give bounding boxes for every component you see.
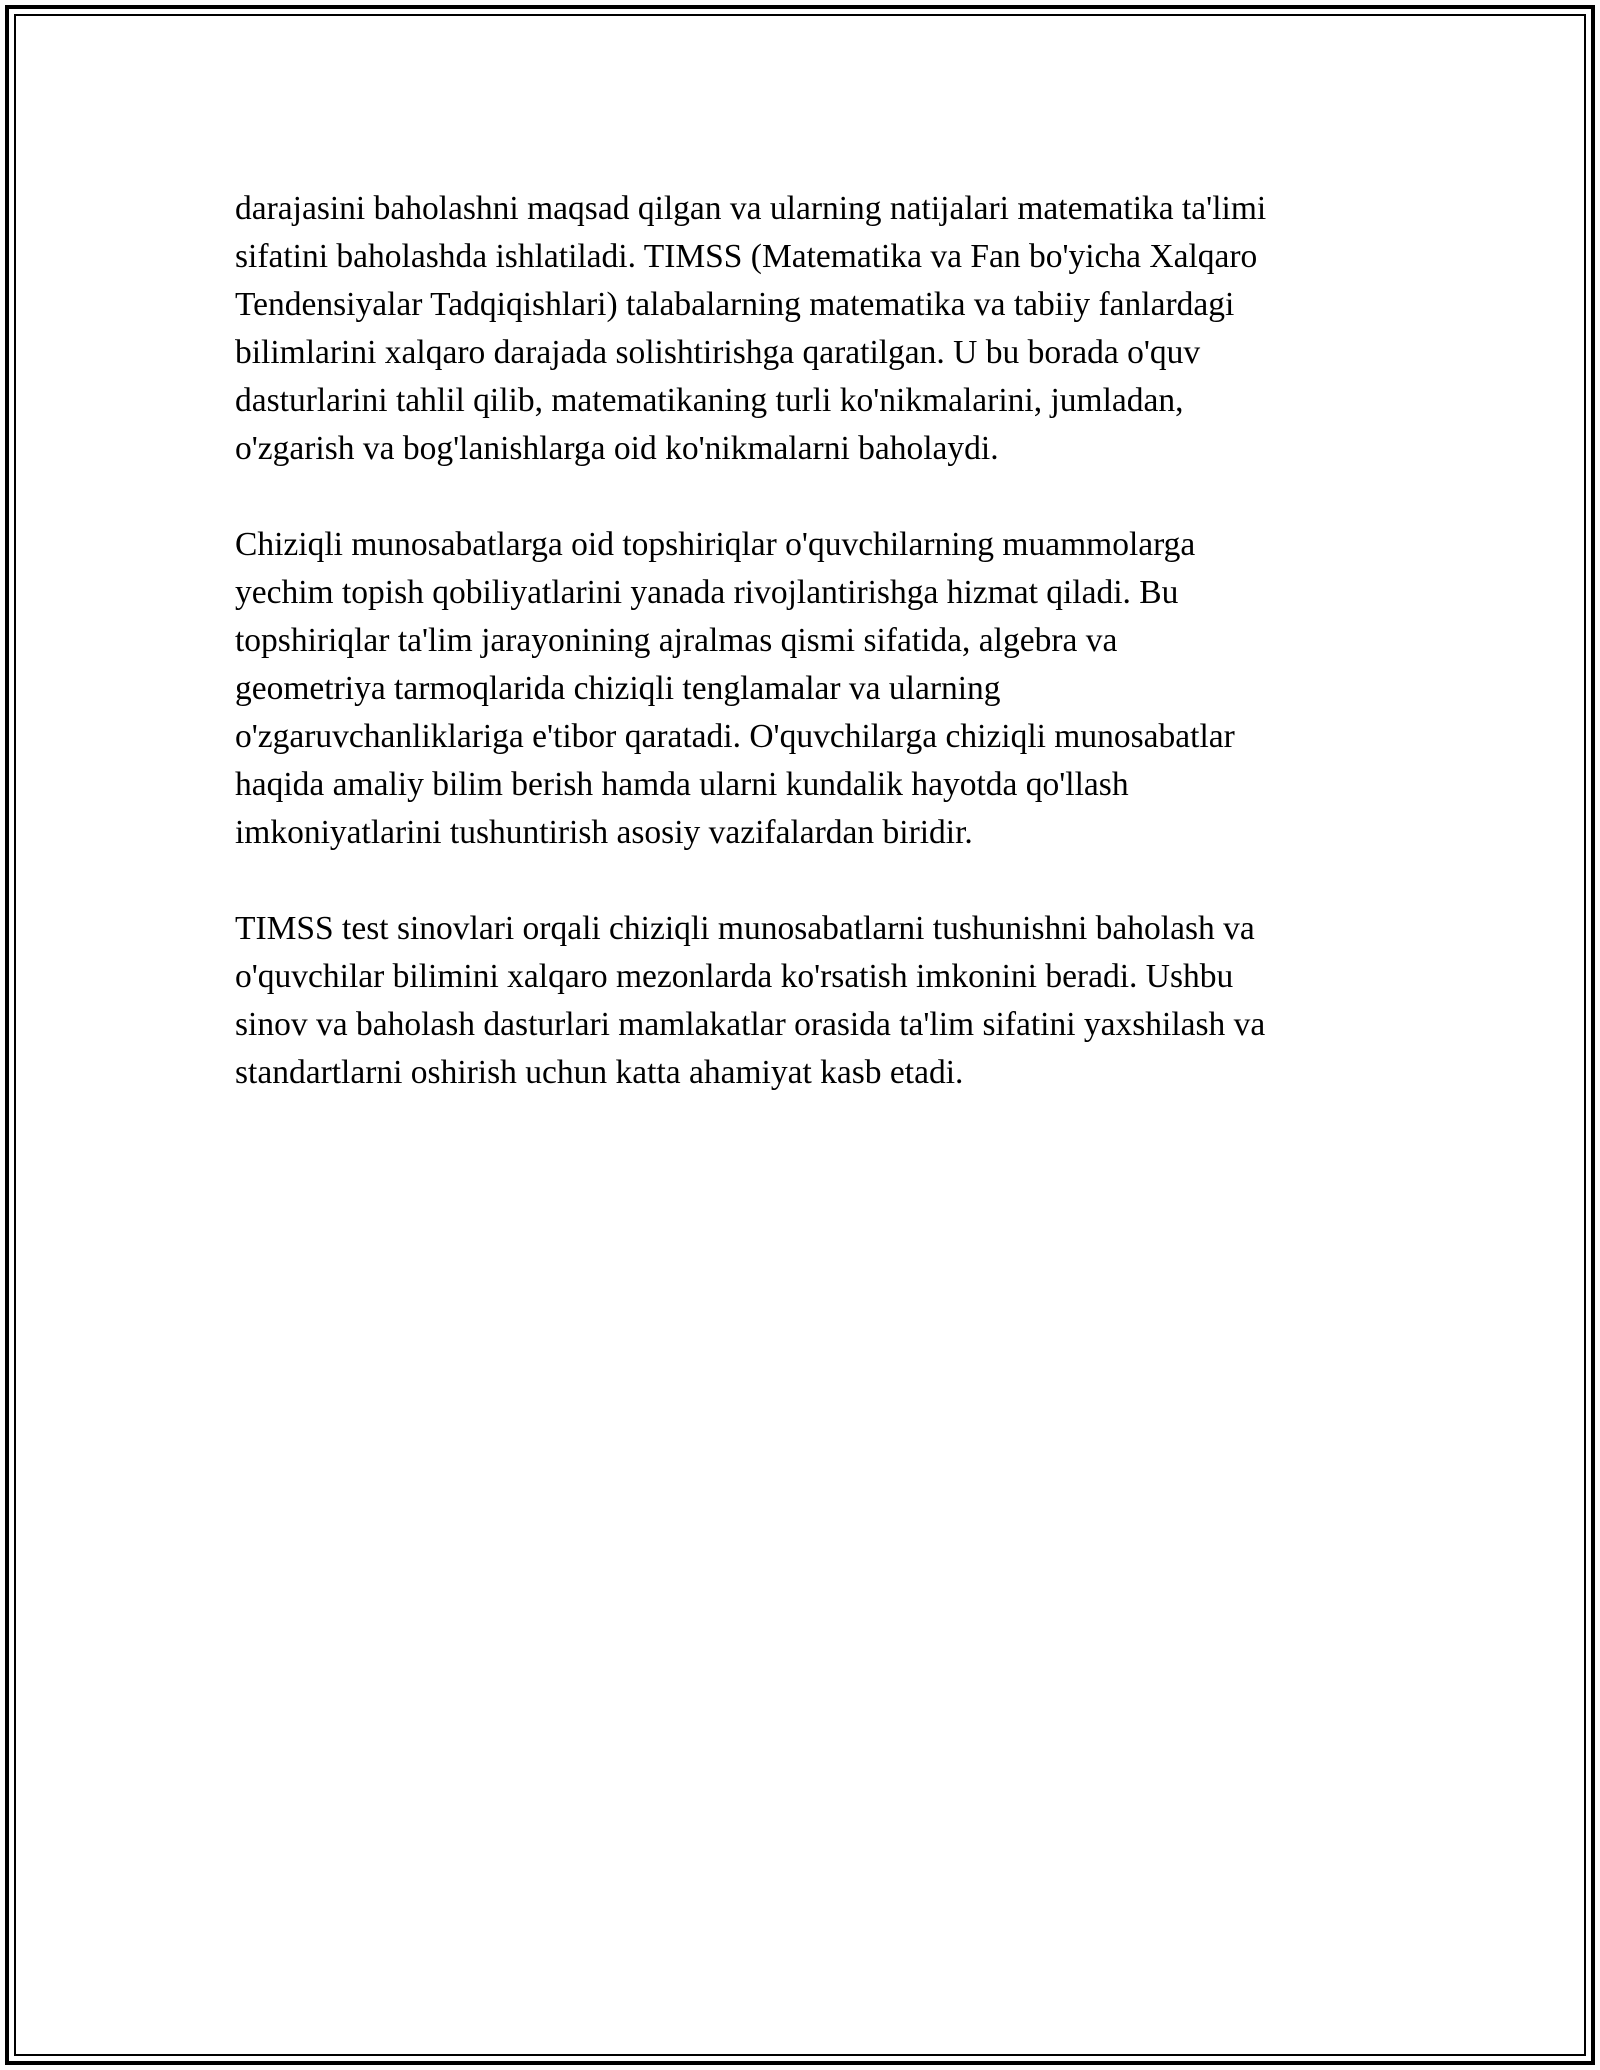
paragraph-3 (235, 905, 1375, 1097)
text-line: o'zgarish va bog'lanishlarga oid ko'nikmalarni baholaydi. (235, 430, 999, 467)
text-line: o'zgaruvchanliklariga e'tibor qaratadi. O'quvchilarga chiziqli munosabatlar (235, 718, 1235, 755)
text-line: haqida amaliy bilim berish hamda ularni kundalik hayotda qo'llash (235, 766, 1129, 803)
text-line: dasturlarini tahlil qilib, matematikaning turli ko'nikmalarini, jumladan, (235, 382, 1184, 419)
text-line: sifatini baholashda ishlatiladi. TIMSS (Matematika va Fan bo'yicha Xalqaro (235, 238, 1258, 275)
text-line: Chiziqli munosabatlarga oid topshiriqlar o'quvchilarning muammolarga (235, 526, 1196, 563)
text-line: Tendensiyalar Tadqiqishlari) talabalarning matematika va tabiiy fanlardagi (235, 286, 1235, 323)
text-line: geometriya tarmoqlarida chiziqli tenglamalar va ularning (235, 670, 1001, 707)
text-line: yechim topish qobiliyatlarini yanada rivojlantirishga hizmat qiladi. Bu (235, 574, 1179, 611)
text-line: imkoniyatlarini tushuntirish asosiy vazifalardan biridir. (235, 814, 973, 851)
text-line: TIMSS test sinovlari orqali chiziqli munosabatlarni tushunishni baholash va (235, 910, 1255, 947)
text-line: bilimlarini xalqaro darajada solishtirishga qaratilgan. U bu borada o'quv (235, 334, 1201, 371)
text-line: o'quvchilar bilimini xalqaro mezonlarda ko'rsatish imkonini beradi. Ushbu (235, 958, 1234, 995)
paragraph-2 (235, 521, 1375, 857)
paragraph-1 (235, 185, 1375, 473)
text-line: sinov va baholash dasturlari mamlakatlar orasida ta'lim sifatini yaxshilash va (235, 1006, 1266, 1043)
document-body (235, 185, 1375, 1145)
text-line: standartlarni oshirish uchun katta ahamiyat kasb etadi. (235, 1054, 964, 1091)
text-line: darajasini baholashni maqsad qilgan va ularning natijalari matematika ta'limi (235, 190, 1267, 227)
text-line: topshiriqlar ta'lim jarayonining ajralmas qismi sifatida, algebra va (235, 622, 1118, 659)
